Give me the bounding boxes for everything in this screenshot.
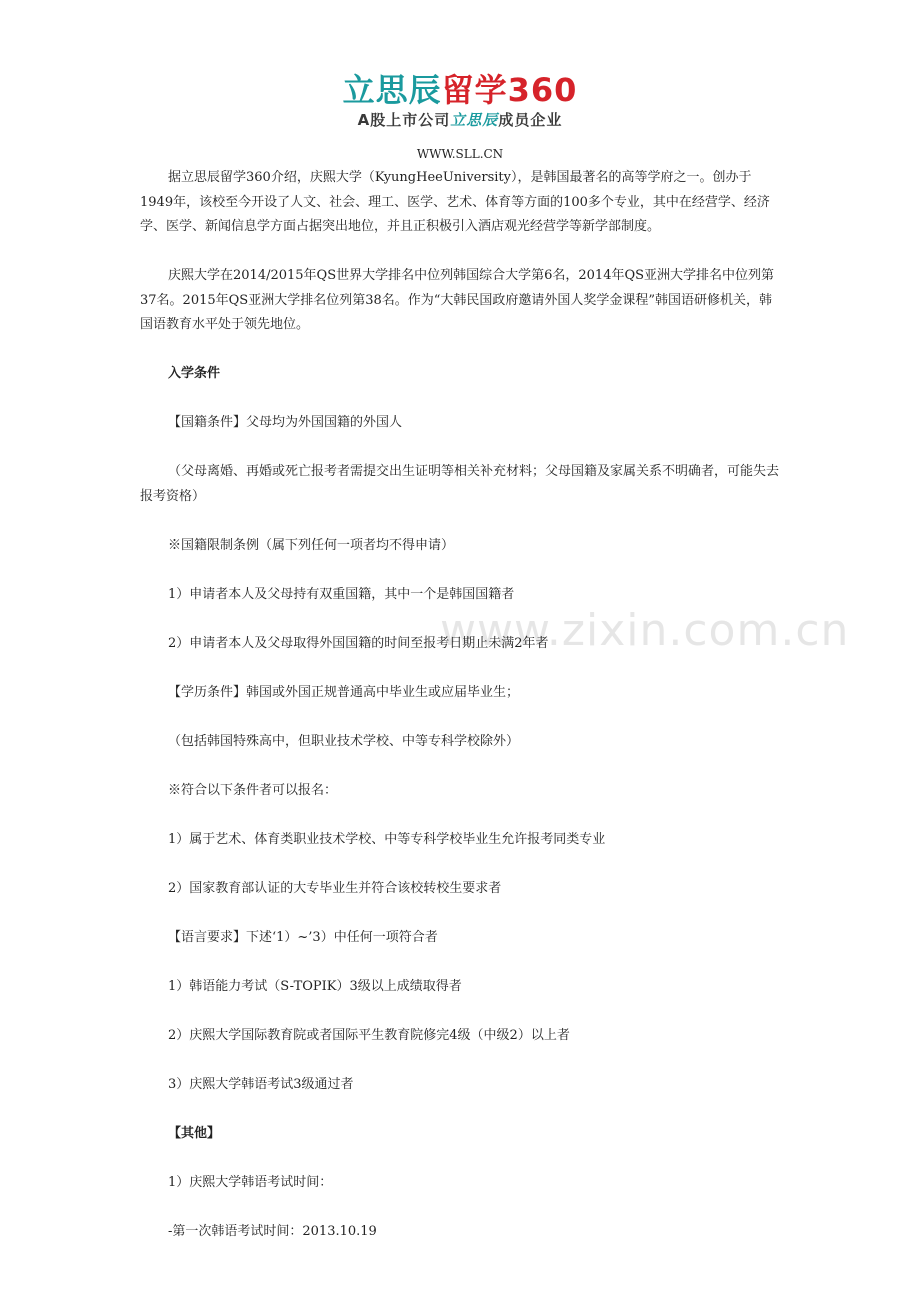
spacer [140,1097,780,1122]
intro-paragraph-1: 据立思辰留学360介绍，庆熙大学（KyungHeeUniversity），是韩国最著名的高等学府之一。创办于1949年，该校至今开设了人文、社会、理工、医学、艺术、体育等方面的100多个专业，其中在经营学、经济学、医学、新闻信息学方面占据突出地位，并且正积极引入酒店观光经营学等新学部制度。 [140,170,770,234]
language-item-1: 1）韩语能力考试（S-TOPIK）3级以上成绩取得者 [168,978,462,994]
restriction-item-2: 2）申请者本人及父母取得外国国籍的时间至报考日期止未满2年者 [168,635,549,651]
logo-tagline [0,110,920,130]
spacer [140,901,780,926]
restriction-item-1: 1）申请者本人及父母持有双重国籍，其中一个是韩国国籍者 [168,586,515,602]
nationality-condition: 【国籍条件】父母均为外国国籍的外国人 [168,415,403,430]
eligible-title: ※符合以下条件者可以报名： [168,782,338,798]
logo [0,70,920,110]
spacer [140,999,780,1024]
spacer [140,950,780,975]
restriction-title: ※国籍限制条例（属下列任何一项者均不得申请） [168,537,455,553]
intro-paragraph-2: 庆熙大学在2014/2015年QS世界大学排名中位列韩国综合大学第6名，2014年QS亚洲大学排名中位列第37名。2015年QS亚洲大学排名位列第38名。作为“大韩民国政府邀请外国人奖学金课程”韩国语研修机关，韩国语教育水平处于领先地位。 [140,268,775,332]
tagline-suffix: 成员企业 [498,111,563,129]
other-item-1a: -第一次韩语考试时间：2013.10.19 [168,1223,377,1239]
language-item-2: 2）庆熙大学国际教育院或者国际平生教育院修完4级（中级2）以上者 [168,1027,570,1043]
spacer [140,803,780,828]
article-body [140,166,780,1244]
eligible-item-1: 1）属于艺术、体育类职业技术学校、中等专科学校毕业生允许报考同类专业 [168,831,606,847]
spacer [140,1146,780,1171]
education-condition: 【学历条件】韩国或外国正规普通高中毕业生或应届毕业生； [168,684,520,700]
language-item-3: 3）庆熙大学韩语考试3级通过者 [168,1076,354,1092]
language-condition: 【语言要求】下述‘1）~’3）中任何一项符合者 [168,929,438,945]
spacer [140,705,780,730]
watermark: www.zixin.com.cn [440,605,850,656]
spacer [140,436,780,461]
spacer [140,754,780,779]
spacer [140,852,780,877]
spacer [140,240,780,265]
education-note: （包括韩国特殊高中，但职业技术学校、中等专科学校除外） [168,733,520,749]
site-url: WWW.SLL.CN [416,147,504,161]
nationality-note: （父母离婚、再婚或死亡报考者需提交出生证明等相关补充材料；父母国籍及家属关系不明确者，可能失去报考资格） [140,464,780,504]
spacer [140,509,780,534]
header-logo [0,70,920,130]
tagline-brand: 立思辰 [450,111,499,129]
spacer [140,1195,780,1220]
section-title: 入学条件 [168,366,221,381]
other-title: 【其他】 [168,1125,221,1141]
spacer [140,1048,780,1073]
spacer [140,387,780,412]
tagline-prefix: A股上市公司 [357,111,451,129]
spacer [140,656,780,681]
spacer [140,338,780,363]
eligible-item-2: 2）国家教育部认证的大专毕业生并符合该校转校生要求者 [168,880,502,896]
logo-product: 留学360 [441,71,578,109]
spacer [140,607,780,632]
logo-brand: 立思辰 [342,71,442,109]
other-item-1: 1）庆熙大学韩语考试时间： [168,1174,333,1190]
spacer [140,558,780,583]
